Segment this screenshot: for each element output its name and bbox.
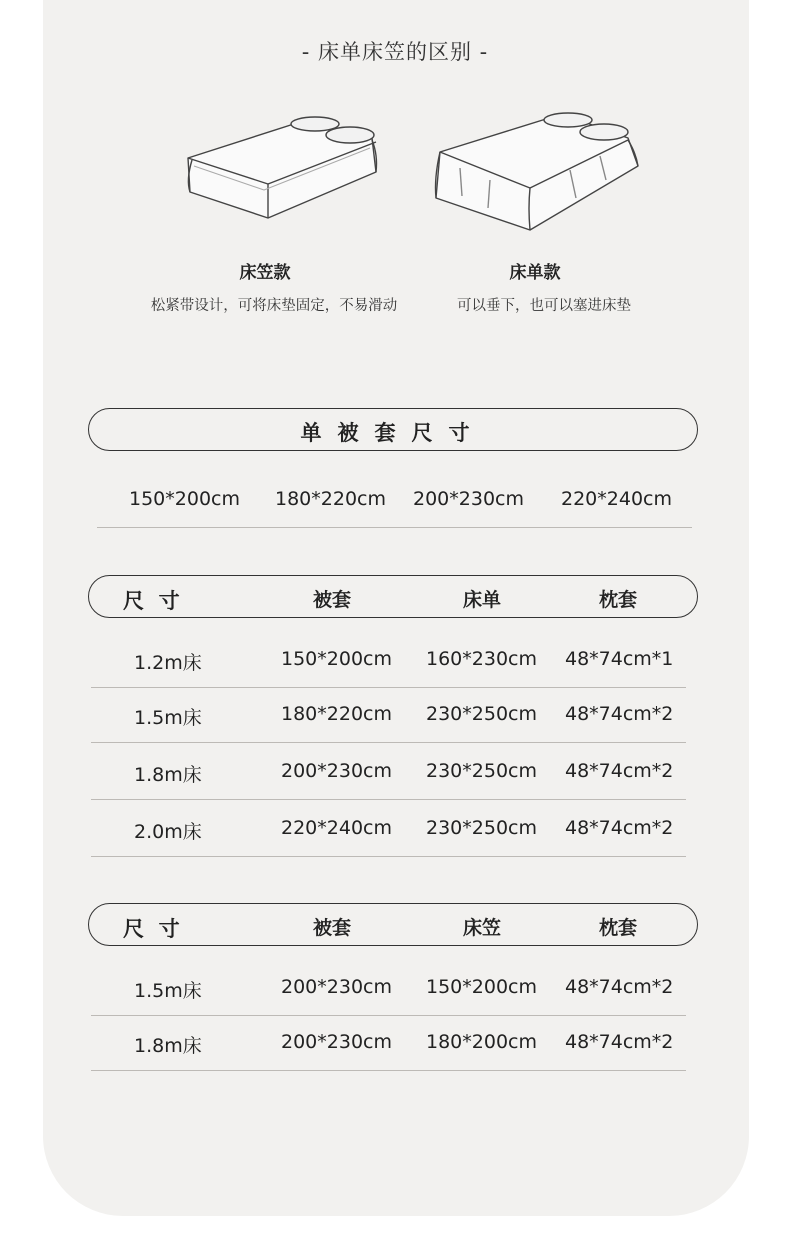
table2-cell-size: 1.5m床	[134, 980, 202, 1002]
table1-cell-sheet: 230*250cm	[426, 760, 537, 782]
table1-cell-size: 1.2m床	[134, 652, 202, 674]
fitted-sheet-description: 松紧带设计，可将床垫固定，不易滑动	[150, 298, 398, 314]
table1-cell-duvet: 200*230cm	[281, 760, 392, 782]
table1-cell-pillowcase: 48*74cm*2	[565, 760, 674, 782]
duvet-size-item: 200*230cm	[413, 488, 524, 510]
table1-header-duvet: 被套	[313, 589, 352, 611]
table1-cell-pillowcase: 48*74cm*2	[565, 703, 674, 725]
table1-header	[88, 575, 698, 618]
divider	[91, 1015, 686, 1016]
table1-cell-duvet: 150*200cm	[281, 648, 392, 670]
table2-cell-pillowcase: 48*74cm*2	[565, 1031, 674, 1053]
table2-header-size: 尺 寸	[123, 917, 180, 941]
table2-cell-duvet: 200*230cm	[281, 1031, 392, 1053]
table1-cell-size: 1.8m床	[134, 764, 202, 786]
table1-cell-pillowcase: 48*74cm*1	[565, 648, 674, 670]
duvet-size-header	[88, 408, 698, 451]
table1-header-size: 尺 寸	[123, 589, 180, 613]
table1-cell-sheet: 230*250cm	[426, 703, 537, 725]
table1-cell-size: 2.0m床	[134, 821, 202, 843]
table2-header-pillowcase: 枕套	[599, 917, 638, 939]
divider	[91, 799, 686, 800]
flat-sheet-description: 可以垂下，也可以塞进床垫	[457, 298, 631, 314]
table2-cell-fitted: 180*200cm	[426, 1031, 537, 1053]
table2-header-fitted: 床笠	[463, 917, 502, 939]
divider	[91, 742, 686, 743]
fitted-sheet-bed-illustration	[180, 110, 385, 225]
table2-cell-duvet: 200*230cm	[281, 976, 392, 998]
duvet-size-item: 150*200cm	[129, 488, 240, 510]
flat-sheet-bed-illustration	[430, 108, 645, 233]
divider	[91, 687, 686, 688]
table2-header	[88, 903, 698, 946]
duvet-size-item: 180*220cm	[275, 488, 386, 510]
table1-header-sheet: 床单	[463, 589, 502, 611]
divider	[91, 1070, 686, 1071]
table1-cell-size: 1.5m床	[134, 707, 202, 729]
table2-cell-fitted: 150*200cm	[426, 976, 537, 998]
table1-cell-pillowcase: 48*74cm*2	[565, 817, 674, 839]
table1-cell-duvet: 220*240cm	[281, 817, 392, 839]
table1-cell-sheet: 230*250cm	[426, 817, 537, 839]
table2-cell-size: 1.8m床	[134, 1035, 202, 1057]
duvet-size-item: 220*240cm	[561, 488, 672, 510]
divider	[91, 856, 686, 857]
table2-cell-pillowcase: 48*74cm*2	[565, 976, 674, 998]
page-heading: - 床单床笠的区别 -	[301, 40, 489, 64]
flat-sheet-title: 床单款	[509, 263, 561, 283]
table1-cell-sheet: 160*230cm	[426, 648, 537, 670]
duvet-size-title: 单被套尺寸	[300, 421, 486, 445]
table1-cell-duvet: 180*220cm	[281, 703, 392, 725]
table1-header-pillowcase: 枕套	[599, 589, 638, 611]
fitted-sheet-title: 床笠款	[239, 263, 291, 283]
divider	[97, 527, 692, 528]
table2-header-duvet: 被套	[313, 917, 352, 939]
